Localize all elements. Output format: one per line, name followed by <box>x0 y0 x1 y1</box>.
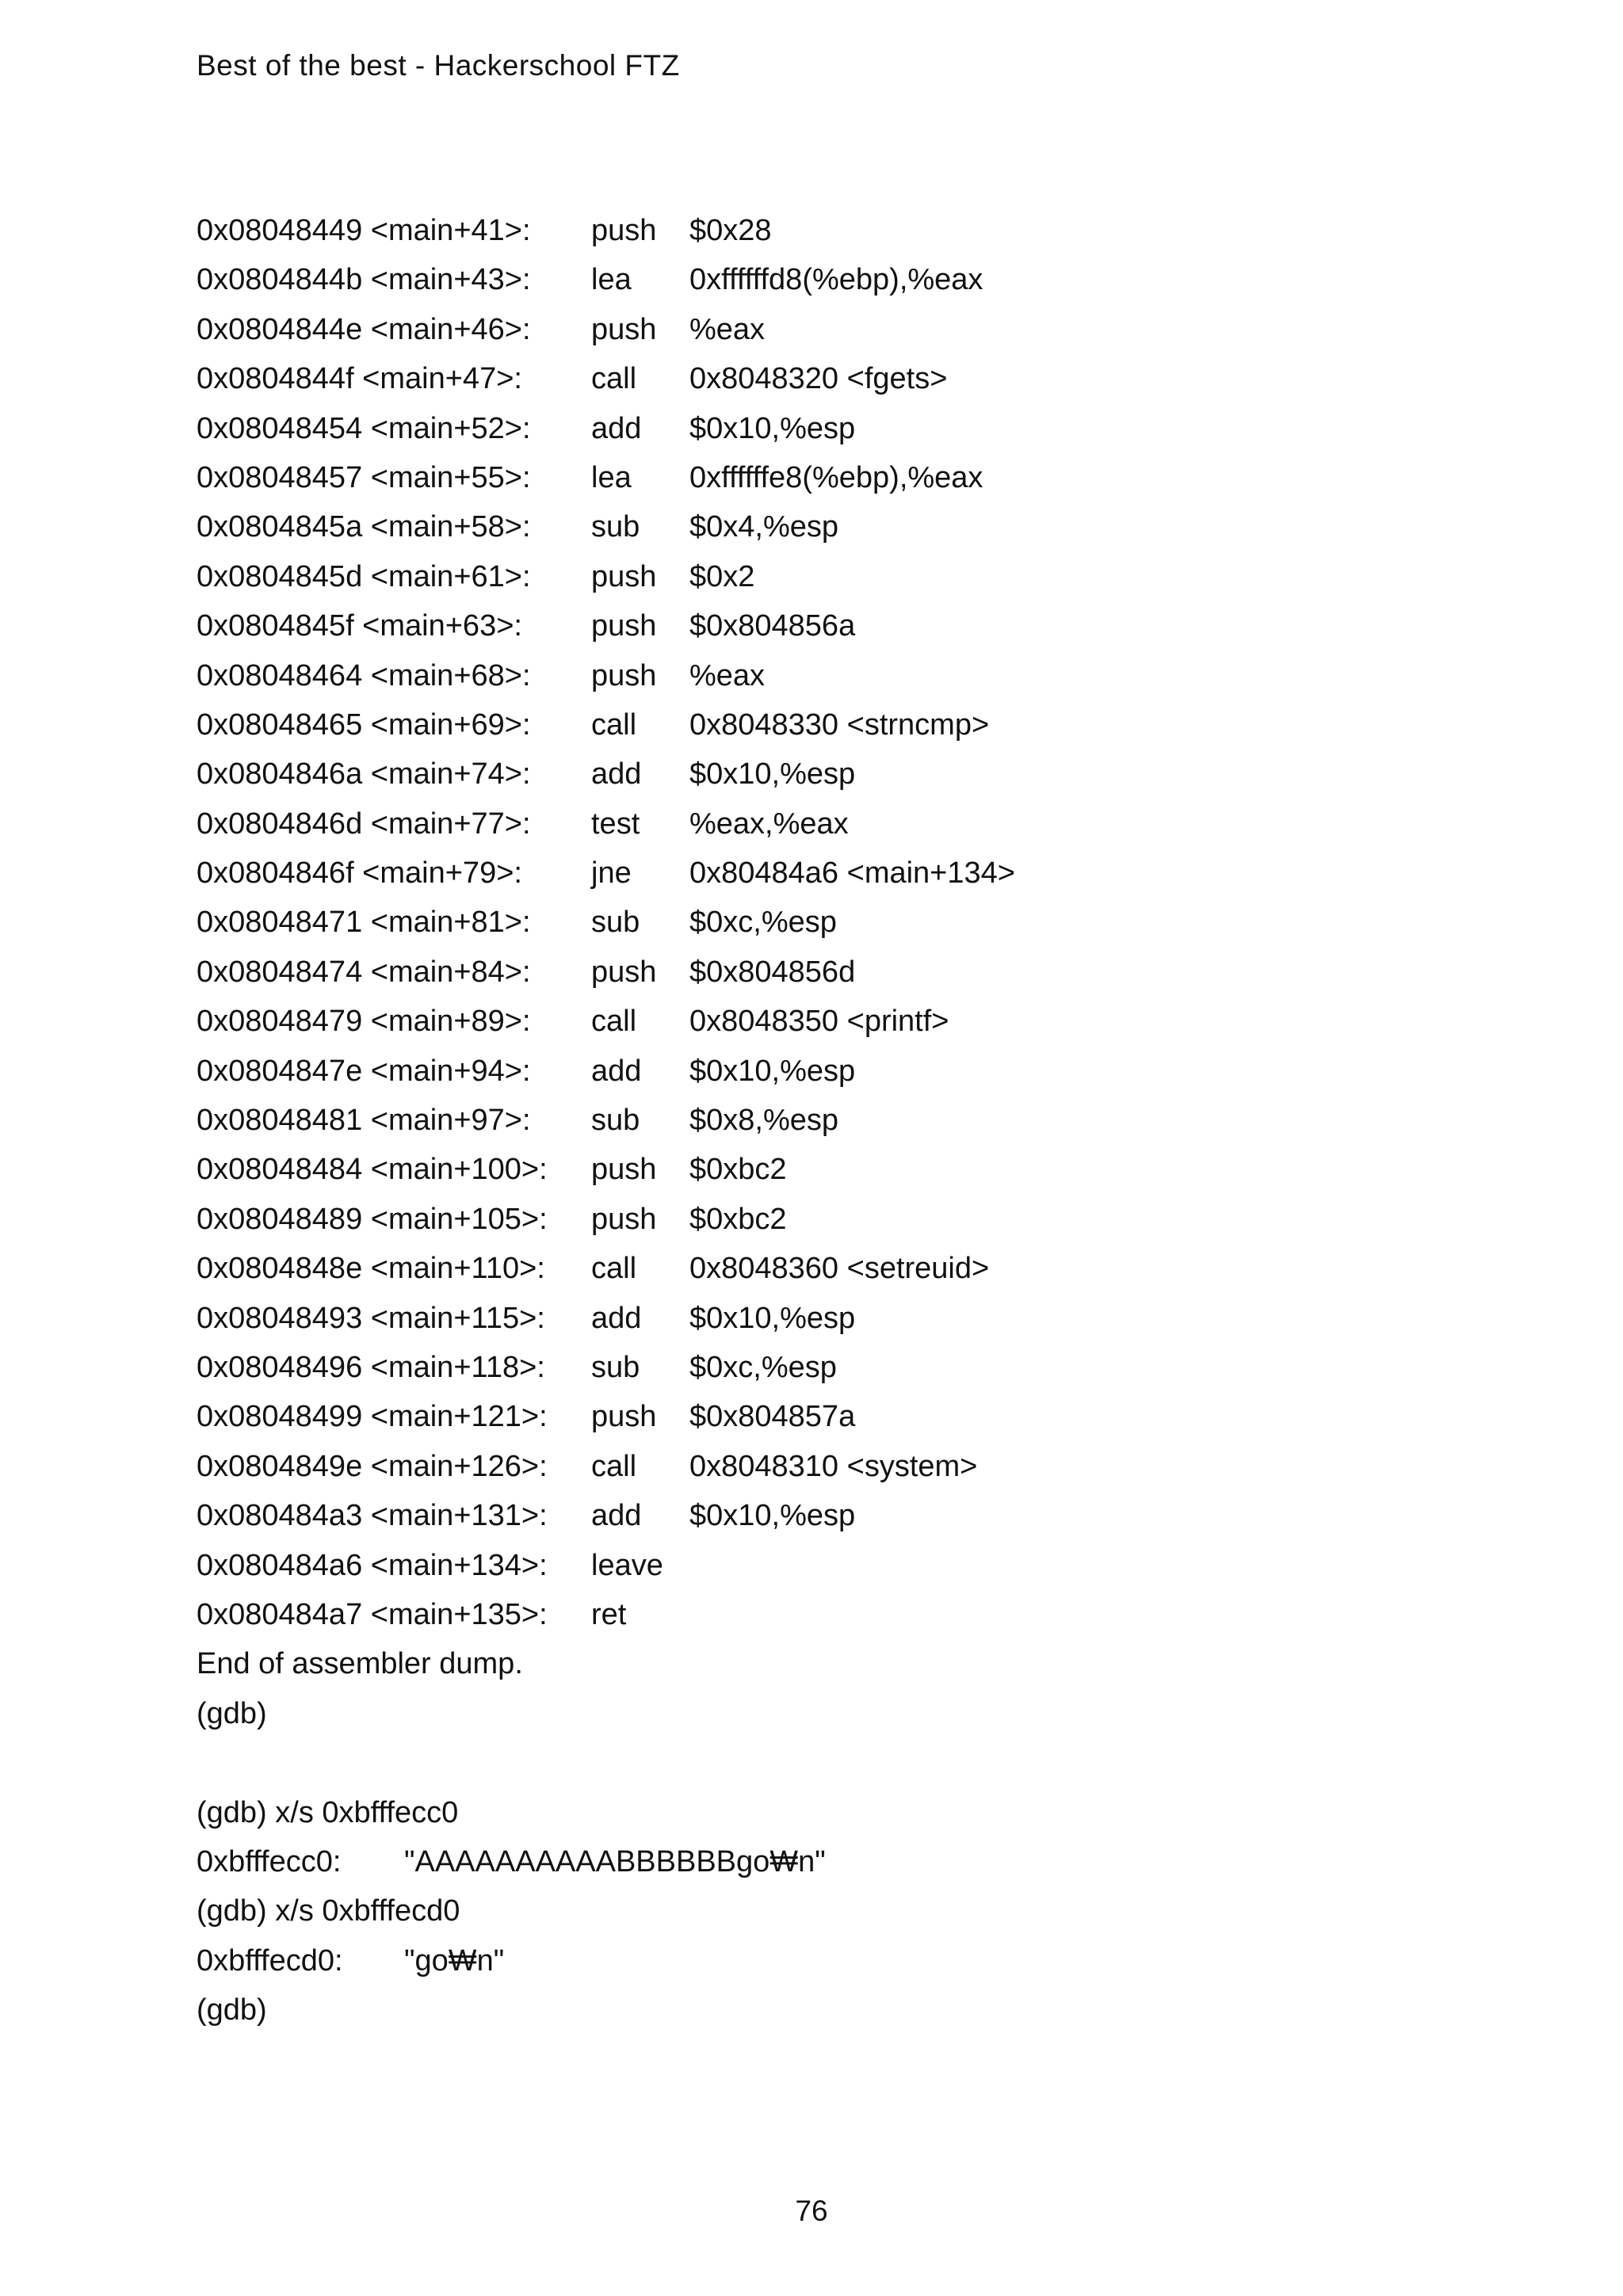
asm-opcode: add <box>591 1301 642 1335</box>
memory-string: "go₩n" <box>404 1943 505 1978</box>
asm-opcode: call <box>591 1252 637 1286</box>
asm-address: 0x08048481 <main+97>: <box>197 1104 531 1138</box>
asm-opcode: sub <box>591 510 640 544</box>
gdb-output <box>197 206 1015 2035</box>
asm-line <box>197 1491 1015 1540</box>
asm-operands: 0x8048310 <system> <box>689 1449 978 1483</box>
memory-address: 0xbfffecc0: <box>197 1844 342 1878</box>
asm-address: 0x08048493 <main+115>: <box>197 1301 545 1335</box>
asm-address: 0x08048454 <main+52>: <box>197 411 531 445</box>
asm-address: 0x08048465 <main+69>: <box>197 707 531 742</box>
asm-line <box>197 799 1015 849</box>
assembler-dump <box>197 206 1015 1639</box>
asm-opcode: jne <box>591 856 632 891</box>
asm-line <box>197 502 1015 551</box>
asm-operands: 0x8048330 <strncmp> <box>689 707 990 742</box>
asm-opcode: push <box>591 1400 657 1434</box>
asm-opcode: sub <box>591 1350 640 1384</box>
asm-line <box>197 898 1015 947</box>
asm-address: 0x0804849e <main+126>: <box>197 1449 548 1483</box>
asm-opcode: push <box>591 1153 657 1187</box>
asm-opcode: add <box>591 411 642 445</box>
asm-opcode: push <box>591 609 657 643</box>
asm-line <box>197 1294 1015 1343</box>
asm-operands: 0x80484a6 <main+134> <box>689 856 1015 891</box>
asm-address: 0x08048457 <main+55>: <box>197 460 531 494</box>
asm-opcode: sub <box>591 1104 640 1138</box>
blank-line <box>197 1738 1015 1787</box>
asm-operands: $0x804856d <box>689 955 856 989</box>
asm-opcode: push <box>591 658 657 692</box>
asm-address: 0x08048499 <main+121>: <box>197 1400 548 1434</box>
asm-operands: $0x28 <box>689 214 772 247</box>
asm-line <box>197 1244 1015 1293</box>
asm-opcode: lea <box>591 460 632 494</box>
asm-opcode: push <box>591 214 657 247</box>
asm-opcode: leave <box>591 1548 663 1582</box>
asm-line <box>197 1047 1015 1096</box>
asm-line <box>197 749 1015 799</box>
asm-line <box>197 601 1015 650</box>
asm-address: 0x08048464 <main+68>: <box>197 658 531 692</box>
asm-address: 0x08048471 <main+81>: <box>197 906 531 940</box>
asm-line <box>197 255 1015 304</box>
gdb-command: (gdb) x/s 0xbfffecd0 <box>197 1894 460 1928</box>
asm-line <box>197 1392 1015 1441</box>
asm-operands: $0x10,%esp <box>689 411 856 445</box>
page-number: 76 <box>795 2195 828 2227</box>
asm-opcode: call <box>591 1005 637 1039</box>
asm-address: 0x0804844e <main+46>: <box>197 312 531 346</box>
memory-output-line <box>197 1936 1015 1985</box>
asm-address: 0x0804848e <main+110>: <box>197 1252 545 1286</box>
asm-line <box>197 404 1015 453</box>
asm-opcode: push <box>591 1202 657 1236</box>
asm-line <box>197 206 1015 255</box>
asm-opcode: call <box>591 1449 637 1483</box>
asm-operands: $0x4,%esp <box>689 510 839 544</box>
asm-opcode: call <box>591 707 637 742</box>
asm-line <box>197 1145 1015 1194</box>
asm-opcode: push <box>591 559 657 593</box>
asm-operands: $0x8,%esp <box>689 1104 839 1138</box>
asm-address: 0x08048479 <main+89>: <box>197 1005 531 1039</box>
asm-line <box>197 700 1015 749</box>
asm-operands: 0xffffffe8(%ebp),%eax <box>689 460 983 494</box>
memory-address: 0xbfffecd0: <box>197 1943 343 1978</box>
asm-address: 0x08048489 <main+105>: <box>197 1202 548 1236</box>
asm-operands: 0x8048360 <setreuid> <box>689 1252 990 1286</box>
asm-address: 0x08048484 <main+100>: <box>197 1153 548 1187</box>
asm-opcode: push <box>591 312 657 346</box>
asm-address: 0x0804845a <main+58>: <box>197 510 531 544</box>
asm-address: 0x0804847e <main+94>: <box>197 1054 531 1088</box>
asm-line <box>197 1343 1015 1392</box>
memory-output-line <box>197 1837 1015 1886</box>
asm-opcode: add <box>591 1499 642 1533</box>
asm-line <box>197 552 1015 601</box>
gdb-prompt: (gdb) <box>197 1993 267 2027</box>
gdb-command: (gdb) x/s 0xbfffecc0 <box>197 1795 459 1829</box>
asm-operands: $0x10,%esp <box>689 1054 856 1088</box>
asm-operands: $0xc,%esp <box>689 906 837 940</box>
asm-operands: %eax,%eax <box>689 807 849 841</box>
asm-opcode: add <box>591 757 642 791</box>
asm-operands: $0x804856a <box>689 609 856 643</box>
asm-operands: $0x10,%esp <box>689 1499 856 1533</box>
gdb-prompt: (gdb) <box>197 1696 267 1730</box>
asm-line <box>197 453 1015 502</box>
asm-address: 0x0804846f <main+79>: <box>197 856 522 891</box>
asm-operands: %eax <box>689 658 766 692</box>
asm-address: 0x0804844b <main+43>: <box>197 263 531 297</box>
asm-address: 0x08048474 <main+84>: <box>197 955 531 989</box>
asm-opcode: call <box>591 362 637 396</box>
asm-line <box>197 997 1015 1046</box>
asm-address: 0x080484a3 <main+131>: <box>197 1499 548 1533</box>
asm-operands: $0x10,%esp <box>689 1301 856 1335</box>
asm-operands: $0x10,%esp <box>689 757 856 791</box>
asm-opcode: ret <box>591 1597 627 1631</box>
asm-operands: $0x2 <box>689 559 755 593</box>
asm-line <box>197 1195 1015 1244</box>
asm-address: 0x080484a6 <main+134>: <box>197 1548 548 1582</box>
asm-line <box>197 305 1015 354</box>
memory-string: "AAAAAAAAAABBBBBBgo₩n" <box>404 1844 826 1878</box>
asm-operands: 0x8048350 <printf> <box>689 1005 949 1039</box>
asm-address: 0x0804844f <main+47>: <box>197 362 522 396</box>
asm-line <box>197 1541 1015 1590</box>
asm-address: 0x0804846d <main+77>: <box>197 807 531 841</box>
asm-operands: $0xbc2 <box>689 1153 787 1187</box>
asm-address: 0x0804845d <main+61>: <box>197 559 531 593</box>
asm-opcode: sub <box>591 906 640 940</box>
asm-opcode: lea <box>591 263 632 297</box>
asm-operands: $0xc,%esp <box>689 1350 837 1384</box>
asm-opcode: add <box>591 1054 642 1088</box>
dump-end-line: End of assembler dump. <box>197 1647 523 1681</box>
page-header: Best of the best - Hackerschool FTZ <box>197 49 680 82</box>
asm-operands: $0xbc2 <box>689 1202 787 1236</box>
asm-opcode: push <box>591 955 657 989</box>
asm-address: 0x08048449 <main+41>: <box>197 214 531 247</box>
asm-line <box>197 948 1015 997</box>
asm-operands: 0x8048320 <fgets> <box>689 362 948 396</box>
asm-address: 0x08048496 <main+118>: <box>197 1350 545 1384</box>
asm-operands: $0x804857a <box>689 1400 856 1434</box>
asm-line <box>197 1442 1015 1491</box>
asm-address: 0x0804845f <main+63>: <box>197 609 522 643</box>
asm-line <box>197 651 1015 700</box>
asm-opcode: test <box>591 807 640 841</box>
asm-operands: %eax <box>689 312 766 346</box>
asm-line <box>197 354 1015 403</box>
asm-address: 0x080484a7 <main+135>: <box>197 1597 548 1631</box>
asm-line <box>197 1590 1015 1639</box>
asm-operands: 0xffffffd8(%ebp),%eax <box>689 263 983 297</box>
asm-line <box>197 1096 1015 1145</box>
asm-line <box>197 849 1015 898</box>
asm-address: 0x0804846a <main+74>: <box>197 757 531 791</box>
